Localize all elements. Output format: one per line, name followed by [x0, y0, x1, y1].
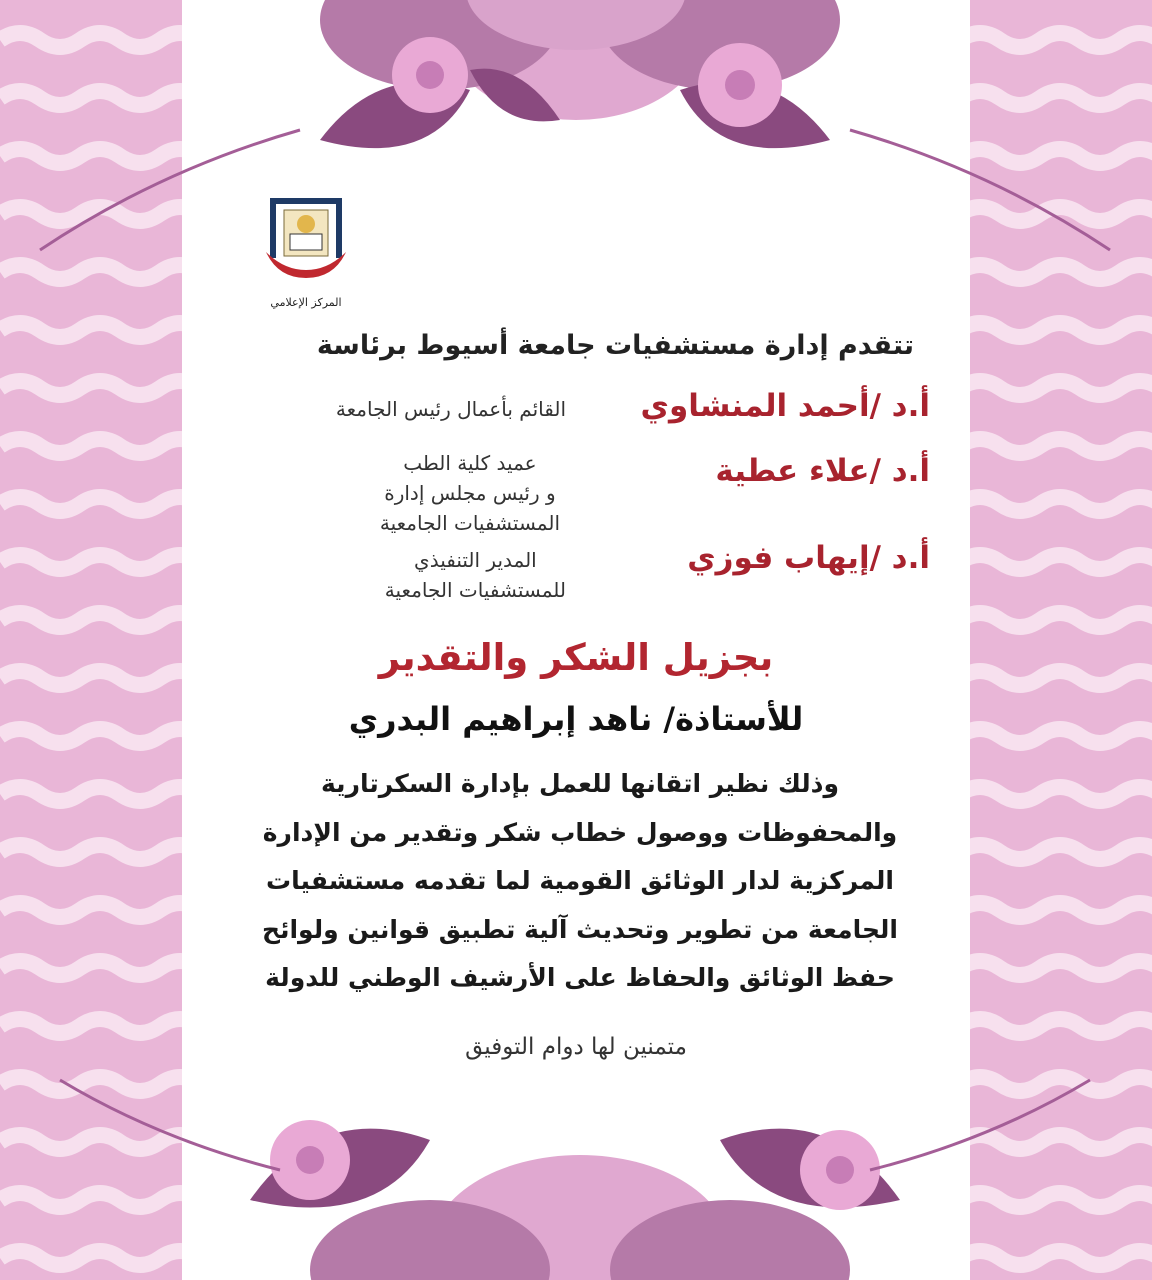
body-paragraph — [200, 760, 960, 1003]
official-role-2-line: المستشفيات الجامعية — [379, 511, 560, 535]
official-role-3-line: للمستشفيات الجامعية — [384, 578, 566, 602]
body-line: وذلك نظير اتقانها للعمل بإدارة السكرتارية — [321, 769, 839, 798]
body-line: والمحفوظات ووصول خطاب شكر وتقدير من الإدارة — [262, 817, 898, 847]
recipient-name: للأستاذة/ ناهد إبراهيم البدري — [348, 700, 804, 738]
official-role-2 — [380, 448, 560, 538]
university-logo-icon — [258, 194, 354, 312]
official-role-2-line: عميد كلية الطب — [403, 451, 537, 475]
official-role-2-line: و رئيس مجلس إدارة — [384, 481, 556, 505]
intro-line: تتقدم إدارة مستشفيات جامعة أسيوط برئاسة — [316, 330, 914, 361]
thanks-heading: بجزيل الشكر والتقدير — [378, 636, 774, 679]
body-line: المركزية لدار الوثائق القومية لما تقدمه مستشفيات — [266, 866, 894, 895]
official-role-3 — [385, 545, 566, 605]
official-name-3: أ.د /إيهاب فوزي — [687, 540, 930, 576]
official-name-1: أ.د /أحمد المنشاوي — [640, 388, 930, 424]
official-role-3-line: المدير التنفيذي — [414, 548, 537, 572]
closing-wish: متمنين لها دوام التوفيق — [465, 1034, 687, 1060]
body-line: حفظ الوثائق والحفاظ على الأرشيف الوطني للدولة — [265, 963, 895, 992]
logo-caption: المركز الإعلامي — [270, 296, 342, 309]
official-role-1 — [336, 394, 566, 424]
body-line: الجامعة من تطوير وتحديث آلية تطبيق قوانين ولوائح — [262, 914, 898, 944]
official-name-2: أ.د /علاء عطية — [715, 453, 930, 489]
official-role-1-line: القائم بأعمال رئيس الجامعة — [335, 397, 566, 421]
